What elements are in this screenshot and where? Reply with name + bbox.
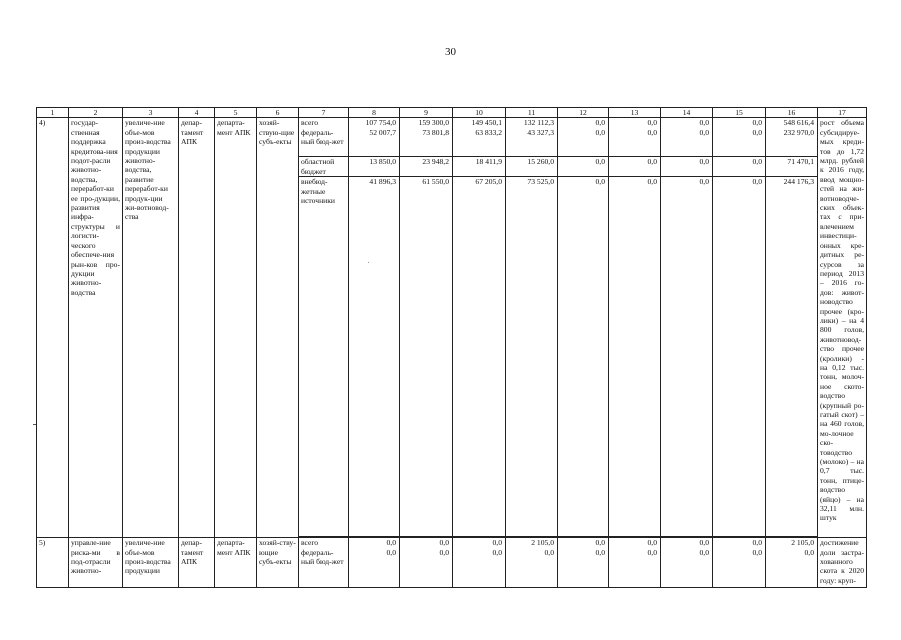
col-header: 10: [453, 108, 506, 118]
value-cell: 73 525,0: [506, 177, 558, 537]
col-header: 12: [558, 108, 609, 118]
executor: депар-тамент АПК: [179, 538, 215, 588]
value-cell: 18 411,9: [453, 157, 506, 177]
value-cell: 0,0 0,0: [661, 118, 713, 157]
value-cell: 0,0 0,0: [400, 538, 453, 588]
value-cell: 0,0: [609, 177, 661, 537]
expected-result: рост объема субсидируе-мых креди-тов до 1,72 млрд. рублей к 2016 году, ввод мощно-стей на жи-вотноводче-ских объек-тах с при-влечением инвестици-онных кре-дитных ре-сурсов за период 2013 – 2016 го-дов: живот-новодство прочее (кро-лики) – на 4 800 голов, животновод-ство прочее (кролики) - на 0,12 тыс. тонн, молоч-ное ското-водство (крупный ро-гатый скот) – на 460 голов, мо-лочное ско-товодство (молоко) – на 0,7 тыс. тонн, птице-водство (яйцо) – на 32,11 млн. штук: [818, 118, 867, 538]
measure-name: государ-ственная поддержка кредитова-ния подот-расли животно-водства, переработ-ки ее про-дукции, развития инфра-структуры и логисти-ческого обеспече-ния рын-ков про-дукции животно-водства: [69, 118, 123, 538]
value-cell: 159 300,0 73 801,8: [400, 118, 453, 157]
value-cell: 132 112,3 43 327,3: [506, 118, 558, 157]
col-header: 1: [37, 108, 69, 118]
source-federal: федераль-ный бюд-жет: [301, 127, 344, 147]
value-cell: 0,0: [661, 157, 713, 177]
value-cell: 0,0: [558, 157, 609, 177]
value-cell: 71 470,1: [766, 157, 818, 177]
measure-name: управле-ние риска-ми в под-отрасли животно-: [69, 538, 123, 588]
funding-source: [299, 118, 349, 157]
value-cell: 0,0: [609, 157, 661, 177]
col-header: 7: [299, 108, 349, 118]
value-cell: 0,0: [661, 177, 713, 537]
col-header: 3: [123, 108, 179, 118]
value-cell: 15 260,0: [506, 157, 558, 177]
value-cell: 41 896,3: [349, 177, 400, 537]
col-header: 8: [349, 108, 400, 118]
value-cell: 0,0 0,0: [661, 538, 713, 588]
col-header: 6: [257, 108, 299, 118]
value-cell: 0,0 0,0: [713, 538, 766, 588]
value-cell: 23 948,2: [400, 157, 453, 177]
source-federal: федераль-ный бюд-жет: [301, 547, 344, 567]
executor: депар-тамент АПК: [179, 118, 215, 538]
table-row: [37, 538, 867, 588]
col-header: 13: [609, 108, 661, 118]
value-cell: 61 550,0: [400, 177, 453, 537]
value-cell: 548 616,4 232 970,0: [766, 118, 818, 157]
col-header: 16: [766, 108, 818, 118]
row-number: 5): [37, 538, 69, 588]
funding-source: [299, 538, 349, 588]
value-cell: 107 754,0 52 007,7: [349, 118, 400, 157]
indicator: увеличе-ние объе-мов произ-водства продукции животно-водства, развитие переработ-ки продук-ции жи-вотновод-ства: [123, 118, 179, 538]
source-regional: областной бюджет: [299, 157, 349, 177]
source-total: всего: [301, 118, 319, 128]
table-row: [37, 118, 867, 157]
header-row: [37, 108, 867, 118]
coexecutor: департа-мент АПК: [215, 538, 257, 588]
participants: хозяй-ствую-щие субъ-екты: [257, 118, 299, 538]
value-cell: 2 105,0 0,0: [766, 538, 818, 588]
value-cell: 0,0 0,0: [609, 538, 661, 588]
row-number: 4): [37, 118, 69, 538]
value-cell: 149 450,1 63 833,2: [453, 118, 506, 157]
col-header: 2: [69, 108, 123, 118]
col-header: 4: [179, 108, 215, 118]
col-header: 9: [400, 108, 453, 118]
program-table: [36, 107, 867, 588]
value-cell: 0,0 0,0: [558, 538, 609, 588]
value-cell: 0,0 0,0: [453, 538, 506, 588]
col-header: 17: [818, 108, 867, 118]
value-cell: 0,0 0,0: [558, 118, 609, 157]
value-cell: 13 850,0: [349, 157, 400, 177]
value-cell: 244 176,3: [766, 177, 818, 537]
value-cell: 0,0 0,0: [609, 118, 661, 157]
source-extrabudgetary: внебюд-жетные источники: [299, 177, 349, 537]
col-header: 11: [506, 108, 558, 118]
value-cell: 0,0 0,0: [713, 118, 766, 157]
value-cell: 0,0: [713, 157, 766, 177]
value-cell: 67 205,0: [453, 177, 506, 537]
coexecutor: департа-мент АПК: [215, 118, 257, 538]
value-cell: 2 105,0 0,0: [506, 538, 558, 588]
value-cell: 0,0: [713, 177, 766, 537]
indicator: увеличе-ние объе-мов произ-водства продукции: [123, 538, 179, 588]
col-header: 15: [713, 108, 766, 118]
col-header: 5: [215, 108, 257, 118]
value-cell: 0,0 0,0: [349, 538, 400, 588]
expected-result: достижение доли застра-хованного скота к 2020 году: круп-: [818, 538, 867, 588]
page-number: 30: [445, 46, 456, 58]
value-cell: 0,0: [558, 177, 609, 537]
col-header: 14: [661, 108, 713, 118]
participants: хозяй-ству-ющие субъ-екты: [257, 538, 299, 588]
source-total: всего: [301, 538, 319, 548]
